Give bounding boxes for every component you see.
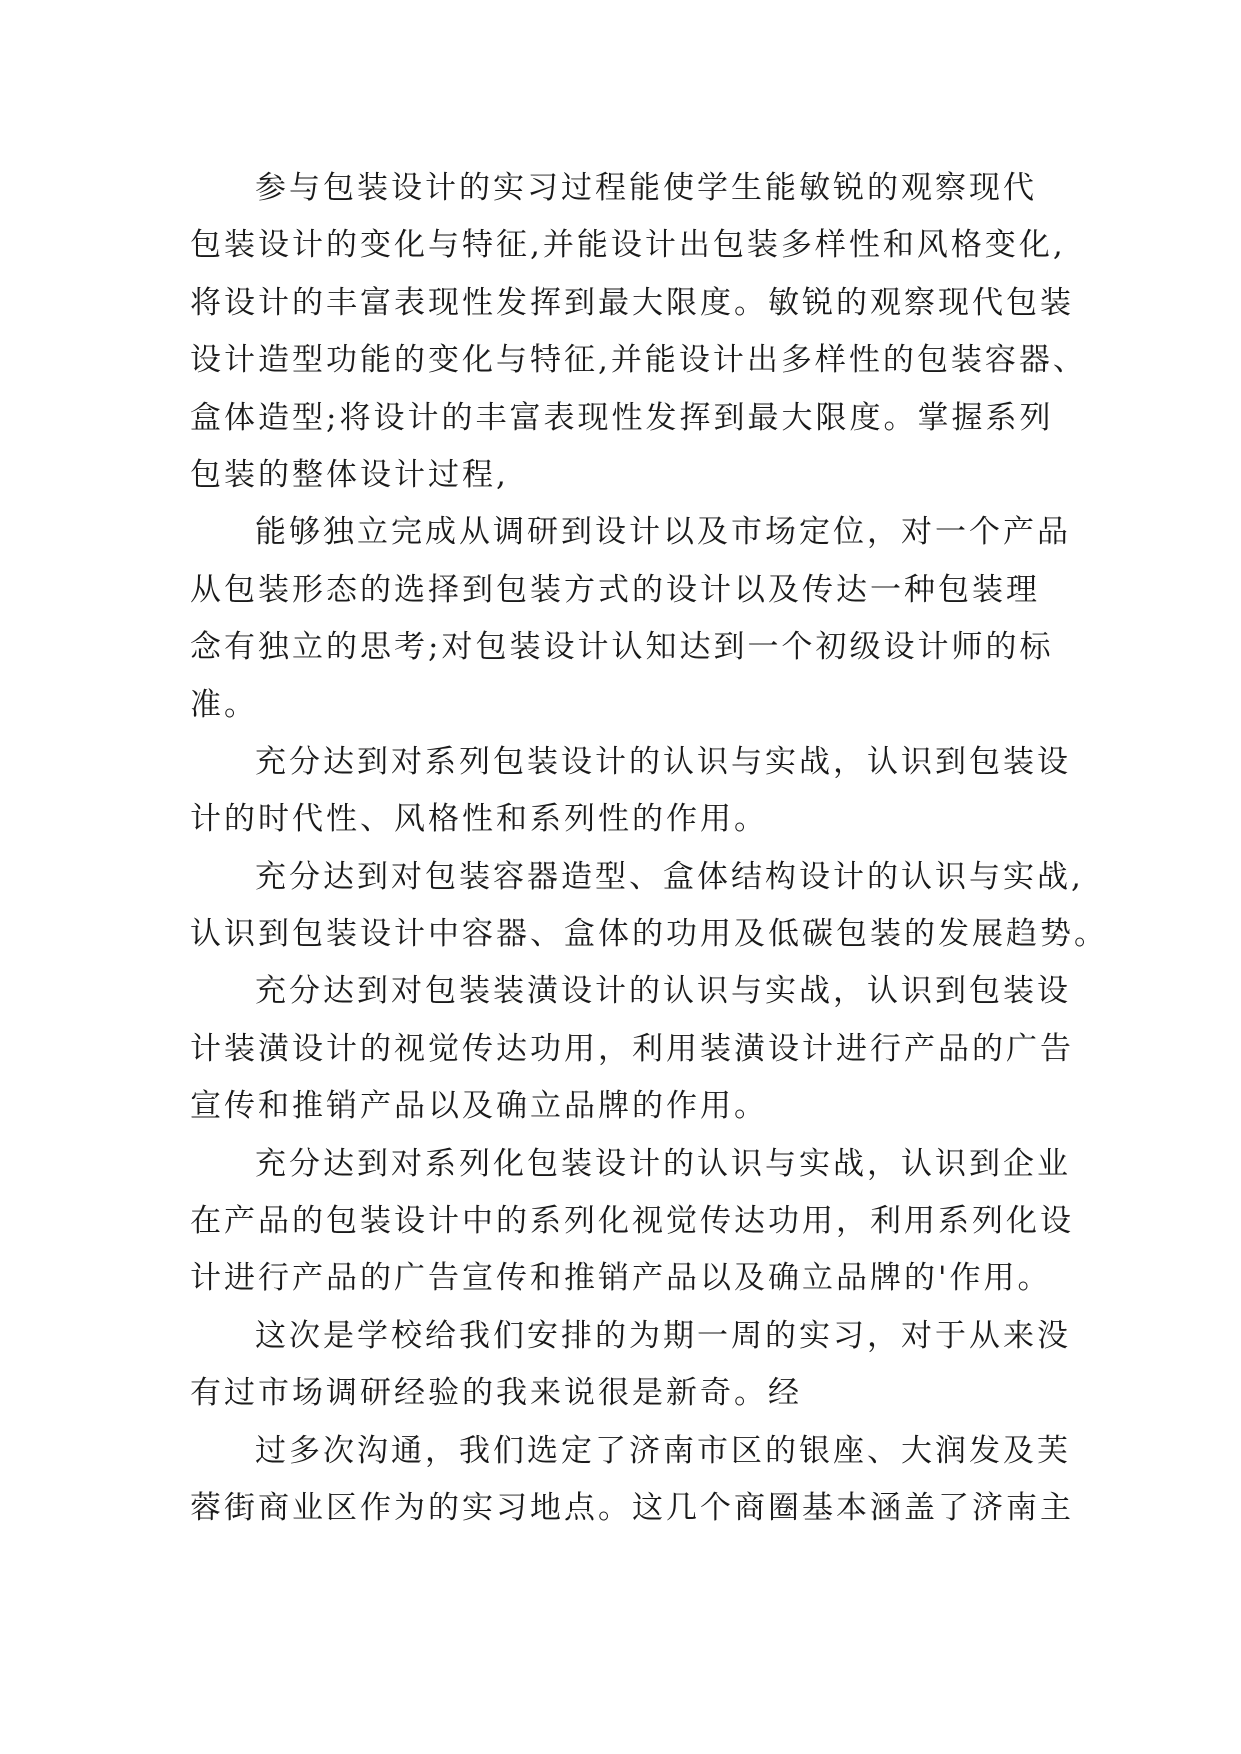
paragraph [190,963,1090,1135]
paragraph [190,1136,1090,1308]
text-line: 这次是学校给我们安排的为期一周的实习，对于从来没 [255,1317,1071,1354]
text-line: 盒体造型;将设计的丰富表现性发挥到最大限度。掌握系列 [190,399,1054,436]
text-line: 包装的整体设计过程, [190,456,509,493]
text-line: 参与包装设计的实习过程能使学生能敏锐的观察现代 [255,170,1037,206]
text-line: 包装设计的变化与特征,并能设计出包装多样性和风格变化, [190,227,1066,264]
text-line: 充分达到对系列化包装设计的认识与实战，认识到企业 [255,1145,1071,1182]
text-line: 计进行产品的广告宣传和推销产品以及确立品牌的'作用。 [190,1260,1052,1297]
text-line: 充分达到对包装装潢设计的认识与实战，认识到包装设 [255,973,1071,1010]
paragraph [190,1423,1090,1538]
text-line: 计的时代性、风格性和系列性的作用。 [190,801,768,838]
text-line: 念有独立的思考;对包装设计认知达到一个初级设计师的标 [190,629,1054,666]
text-line: 认识到包装设计中容器、盒体的功用及低碳包装的发展趋势。 [190,916,1108,953]
text-line: 充分达到对系列包装设计的认识与实战，认识到包装设 [255,743,1071,780]
text-line: 蓉街商业区作为的实习地点。这几个商圈基本涵盖了济南主 [190,1489,1074,1526]
text-line: 过多次沟通，我们选定了济南市区的银座、大润发及芙 [255,1432,1071,1469]
text-line: 有过市场调研经验的我来说很是新奇。经 [190,1375,802,1412]
text-line: 宣传和推销产品以及确立品牌的作用。 [190,1088,768,1125]
paragraph [190,160,1090,504]
text-line: 在产品的包装设计中的系列化视觉传达功用，利用系列化设 [190,1203,1074,1240]
text-line: 将设计的丰富表现性发挥到最大限度。敏锐的观察现代包装 [190,284,1074,321]
text-line: 能够独立完成从调研到设计以及市场定位，对一个产品 [255,514,1071,551]
text-line: 设计造型功能的变化与特征,并能设计出多样性的包装容器、 [190,342,1087,379]
paragraph [190,504,1090,734]
text-line: 从包装形态的选择到包装方式的设计以及传达一种包装理 [190,571,1040,608]
text-line: 准。 [190,686,258,723]
text-line: 计装潢设计的视觉传达功用，利用装潢设计进行产品的广告 [190,1030,1074,1067]
paragraph [190,1308,1090,1423]
text-line: 充分达到对包装容器造型、盒体结构设计的认识与实战, [255,858,1084,895]
paragraph [190,849,1108,964]
paragraph [190,734,1090,849]
document-body [190,160,1108,1537]
